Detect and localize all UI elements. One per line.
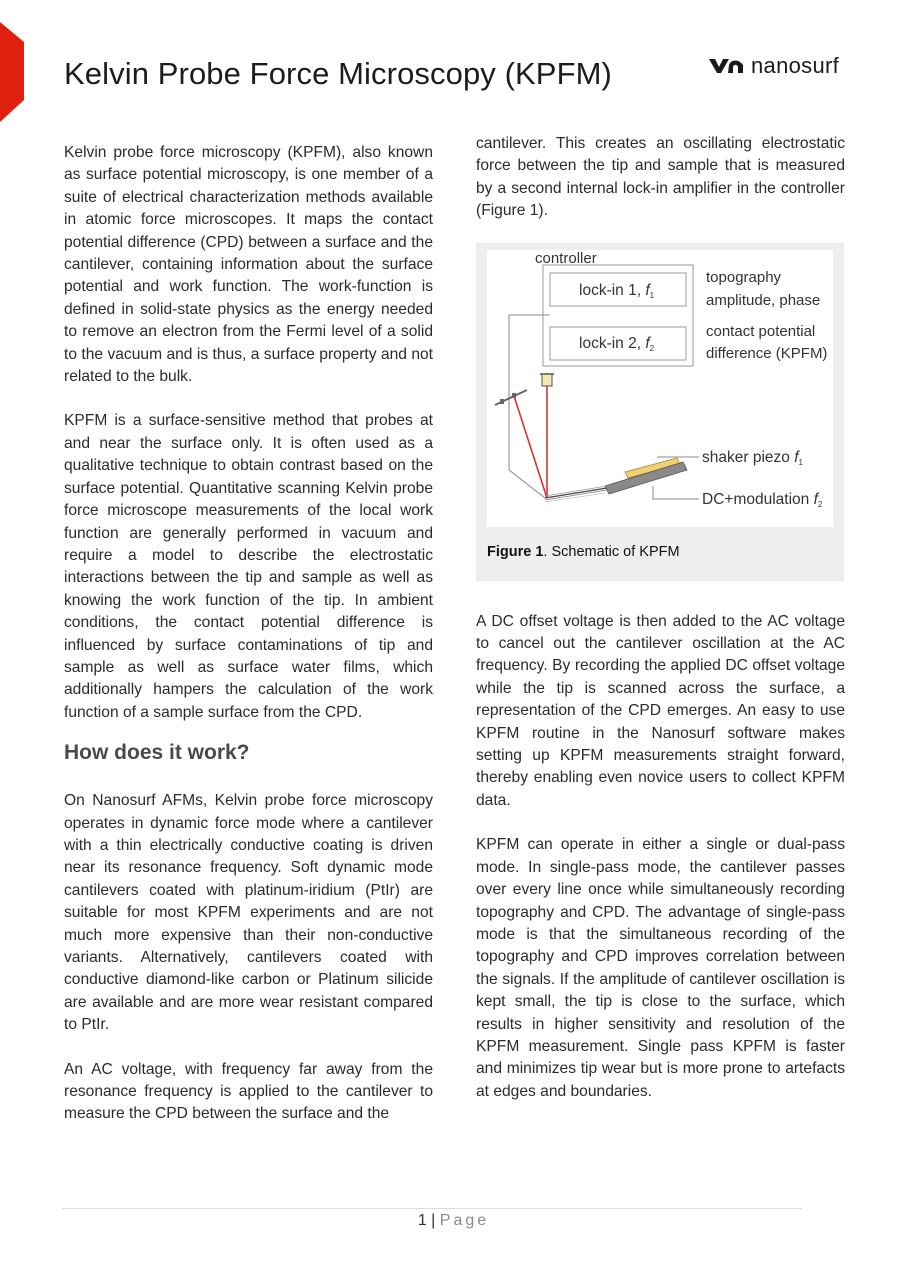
cantilever-beam bbox=[545, 488, 607, 498]
page-title: Kelvin Probe Force Microscopy (KPFM) bbox=[64, 56, 612, 91]
paragraph-nanosurf-afms: On Nanosurf AFMs, Kelvin probe force microscopy operates in dynamic force mode where a cantilever with a thin electrically conductive coating is driven near its resonance frequency. Soft dynamic mode cantilevers coated with platinum-iridium (PtIr) are suitable for most KPFM experiments and are not much more expensive than their non-conductive variants. Alternatively, cantilevers coated with conductive diamond-like carbon or Platinum silicide are available and are more wear resistant compared to PtIr. bbox=[64, 792, 433, 1034]
nanosurf-logo bbox=[707, 53, 839, 79]
kpfm-schematic bbox=[487, 250, 833, 527]
controller-label: controller bbox=[535, 249, 597, 267]
lockin-1-label: lock-in 1, f1 bbox=[579, 281, 655, 300]
output-topography: topography bbox=[706, 268, 782, 286]
paragraph-dc-offset: A DC offset voltage is then added to the AC voltage to cancel out the cantilever oscillation at the AC frequency. By recording the applied DC offset voltage while the tip is scanned across the surface, a representation of the CPD emerges. An easy to use KPFM routine in the Nanosurf software makes setting up KPFM measurements straight forward, thereby enabling even novice users to collect KPFM data. bbox=[476, 612, 845, 809]
kpfm-schematic-svg bbox=[487, 250, 833, 527]
logo-text: nanosurf bbox=[751, 53, 840, 78]
output-difference-kpfm: difference (KPFM) bbox=[706, 344, 828, 362]
paragraph-single-pass: KPFM can operate in either a single or dual-pass mode. In single-pass mode, the cantilever passes over every line once while simultaneously recording topography and CPD. The advantage of single-pass mode is that the simultaneous recording of the topography and CPD improves correlation between the signals. If the amplitude of cantilever oscillation is kept small, the tip is close to the surface, which results in higher sensitivity and resolution of the KPFM measurement. Single pass KPFM is faster and minimizes tip wear but is more prone to artefacts at edges and boundaries. bbox=[476, 836, 845, 1100]
paragraph-intro: Kelvin probe force microscopy (KPFM), also known as surface potential microscopy, is one member of a suite of electrical characterization methods available in atomic force microscopes. It maps the contact potential difference (CPD) between a surface and the cantilever, containing information about the surface potential and work function. The work-function is defined in solid-state physics as the energy needed to remove an electron from the Fermi level of a solid to the vacuum and is thus, a surface property and not related to the bulk. bbox=[64, 144, 433, 386]
right-column bbox=[476, 133, 845, 1103]
signal-wire bbox=[509, 315, 550, 498]
red-accent-tab bbox=[0, 22, 24, 122]
left-column bbox=[64, 142, 433, 1126]
page-footer: 1 | Page bbox=[417, 1212, 490, 1229]
output-contact-potential: contact potential bbox=[706, 322, 816, 340]
section-heading: How does it work? bbox=[64, 741, 250, 765]
nanosurf-logo-icon bbox=[707, 55, 745, 77]
dc-leader bbox=[653, 486, 699, 499]
photodetector bbox=[495, 390, 527, 405]
paragraph-ac-voltage: An AC voltage, with frequency far away from the resonance frequency is applied to the cantilever to measure the CPD between the surface and the bbox=[64, 1060, 433, 1123]
paragraph-cantilever: cantilever. This creates an oscillating electrostatic force between the tip and sample that is measured by a second internal lock-in amplifier in the controller (Figure 1). bbox=[476, 135, 845, 220]
figure-1 bbox=[476, 243, 844, 581]
laser-beam-reflected bbox=[514, 396, 547, 498]
figure-caption: Figure 1. Schematic of KPFM bbox=[487, 543, 680, 560]
lockin-2-label: lock-in 2, f2 bbox=[579, 334, 655, 353]
paragraph-surface-sensitive: KPFM is a surface-sensitive method that probes at and near the surface only. It is often used as a qualitative technique to obtain contrast based on the surface potential. Quantitative scanning Kelvin probe force microscope measurements of the local work function are generally performed in vacuum and require a model to describe the electrostatic interactions between the tip and sample as well as knowing the work function of the tip. In ambient conditions, the contact potential difference is influenced by surface contaminations of tip and sample as well as surface water films, which additionally hampers the calculation of the work function of a sample surface from the CPD. bbox=[64, 412, 433, 721]
dc-modulation-label: DC+modulation f2 bbox=[702, 490, 823, 509]
output-amplitude-phase: amplitude, phase bbox=[706, 291, 821, 309]
footer-divider bbox=[62, 1208, 802, 1209]
shaker-piezo-label: shaker piezo f1 bbox=[702, 448, 803, 467]
laser-source bbox=[542, 374, 552, 386]
